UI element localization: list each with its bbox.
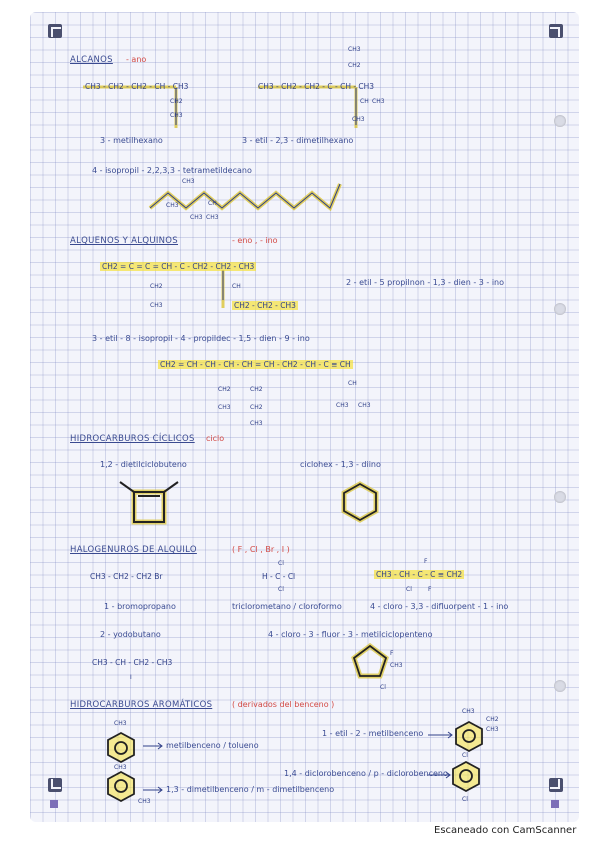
cyclopentene-ring <box>354 646 386 676</box>
compound-name-16: 1,4 - diclorobenceno / p - diclorobenceno <box>284 769 448 778</box>
substituent-f: F <box>428 586 432 593</box>
substituent-ch: CH <box>360 98 369 105</box>
substituent-ch3: CH3 <box>250 420 263 427</box>
substituent-cl: Cl <box>462 796 468 803</box>
compound-name-7: ciclohex - 1,3 - diino <box>300 460 381 469</box>
substituent-ch3: CH3 <box>358 402 371 409</box>
scanner-watermark: Escaneado con CamScanner <box>434 825 577 836</box>
section-suffix-aromaticos: ( derivados del benceno ) <box>232 700 335 709</box>
substituent-ch3: CH3 <box>462 708 475 715</box>
section-suffix-alcanos: - ano <box>126 55 147 64</box>
substituent-ch3: CH3 <box>390 662 403 669</box>
compound-name-15: 1,3 - dimetilbenceno / m - dimetilbenceno <box>166 785 335 794</box>
section-suffix-ciclicos: ciclo <box>206 434 225 443</box>
compound-name-14: 1 - etil - 2 - metilbenceno <box>322 729 424 738</box>
benzene-ring-1 <box>108 733 134 762</box>
substituent-ch2: CH2 <box>486 716 499 723</box>
section-title-alcanos: ALCANOS <box>70 55 113 65</box>
substituent-cl: Cl <box>278 560 284 567</box>
formula-3-etil-2-3-dimetilhexano: CH3 - CH2 - CH2 - C - CH - CH3 <box>258 82 375 91</box>
compound-name-5: 3 - etil - 8 - isopropil - 4 - propildec - 1,5 - dien - 9 - ino <box>92 334 310 343</box>
section-title-aromaticos: HIDROCARBUROS AROMÁTICOS <box>70 700 213 710</box>
substituent-cl: Cl <box>278 586 284 593</box>
compound-name-13: metilbenceno / tolueno <box>166 741 259 750</box>
formula-3-metilhexano: CH3 - CH2 - CH2 - CH - CH3 <box>85 82 189 91</box>
substituent-i: I <box>130 674 132 681</box>
cyclobutene-ring <box>120 482 178 522</box>
benzene-ring-3 <box>456 722 482 751</box>
substituent-cl: Cl <box>462 752 468 759</box>
compound-name-4: 2 - etil - 5 propilnon - 1,3 - dien - 3 - ino <box>346 278 504 287</box>
compound-name-8: 1 - bromopropano <box>104 602 176 611</box>
substituent-ch3: CH3 <box>170 112 183 119</box>
substituent-ch2: CH2 <box>150 283 163 290</box>
substituent-ch3: CH3 <box>150 302 163 309</box>
section-suffix-alquenos: - eno , - ino <box>232 236 278 245</box>
formula-1-bromopropano: CH3 - CH2 - CH2 Br <box>90 572 163 581</box>
substituent-ch2: CH2 <box>250 404 263 411</box>
benzene-ring-2 <box>108 772 134 801</box>
substituent-ch3: CH3 <box>372 98 385 105</box>
substituent-ch3: CH3 <box>206 214 219 221</box>
substituent-ch: CH <box>348 380 357 387</box>
compound-name-12: 4 - cloro - 3 - fluor - 3 - metilciclopenteno <box>268 630 433 639</box>
substituent-ch3: CH3 <box>218 404 231 411</box>
substituent-ch: CH <box>208 200 217 207</box>
section-title-alquenos: ALQUENOS Y ALQUINOS <box>70 236 178 246</box>
substituent-ch2: CH2 <box>218 386 231 393</box>
substituent-ch2: CH2 <box>170 98 183 105</box>
compound-name-6: 1,2 - dietilciclobuteno <box>100 460 187 469</box>
formula-2-yodobutano: CH3 - CH - CH2 - CH3 <box>92 658 173 667</box>
formula-triclorometano: H - C - Cl <box>262 572 296 581</box>
substituent-ch3: CH3 <box>114 764 127 771</box>
substituent-ch3: CH3 <box>486 726 499 733</box>
substituent-ch2: CH2 <box>250 386 263 393</box>
substituent-f: F <box>424 558 428 565</box>
compound-name-11: 2 - yodobutano <box>100 630 161 639</box>
substituent-ch3: CH3 <box>352 116 365 123</box>
formula-4-cloro-difluorpentino: CH3 - CH - C - C ≡ CH2 <box>376 570 463 579</box>
cyclohexane-ring <box>344 484 376 520</box>
substituent-ch3: CH3 <box>138 798 151 805</box>
substituent-ch3: CH3 <box>348 46 361 53</box>
substituent-cl: Cl <box>406 586 412 593</box>
section-title-halogenuros: HALOGENUROS DE ALQUILO <box>70 545 197 555</box>
compound-name-9: triclorometano / cloroformo <box>232 602 342 611</box>
substituent-ch3: CH3 <box>114 720 127 727</box>
substituent-ch3: CH3 <box>166 202 179 209</box>
substituent-f: F <box>390 650 394 657</box>
compound-name-10: 4 - cloro - 3,3 - difluorpent - 1 - ino <box>370 602 509 611</box>
compound-name-1: 3 - metilhexano <box>100 136 163 145</box>
substituent-ch3: CH3 <box>336 402 349 409</box>
substituent-cl: Cl <box>380 684 386 691</box>
section-title-ciclicos: HIDROCARBUROS CÍCLICOS <box>70 434 195 444</box>
substituent-ch2: CH2 <box>348 62 361 69</box>
substituent-ch3: CH3 <box>190 214 203 221</box>
formula-alqueno-1: CH2 = C = C = CH - C - CH2 - CH2 - CH3 <box>102 262 255 271</box>
substituent-ch: CH <box>232 283 241 290</box>
compound-name-3: 4 - isopropil - 2,2,3,3 - tetrametildecano <box>92 166 252 175</box>
compound-name-2: 3 - etil - 2,3 - dimetilhexano <box>242 136 354 145</box>
formula-alqueno-2: CH2 = CH - CH - CH - CH = CH - CH2 - CH - C ≡ CH <box>160 360 351 369</box>
substituent-ch3: CH3 <box>182 178 195 185</box>
formula-alqueno-1-branch: CH2 - CH2 - CH3 <box>234 301 296 310</box>
benzene-ring-4 <box>453 762 479 791</box>
section-suffix-halogenuros: ( F , Cl , Br , I ) <box>232 545 290 554</box>
